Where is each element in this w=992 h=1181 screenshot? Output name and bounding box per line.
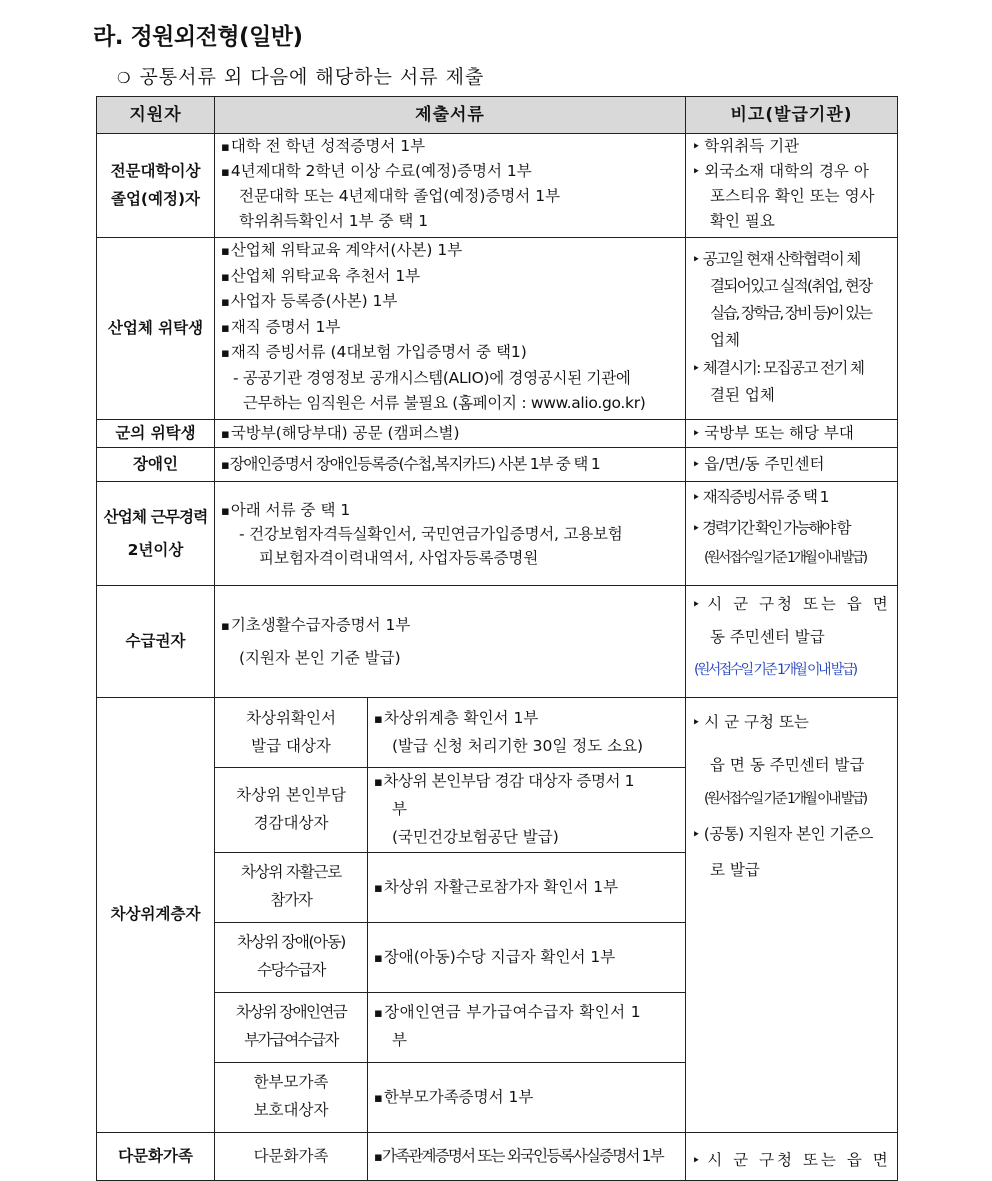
documents-table [96, 96, 898, 1181]
table-row [97, 1132, 898, 1180]
header-applicant: 지원자 [97, 97, 215, 134]
documents-cell: ▪ 한부모가족증명서 1부 [368, 1062, 686, 1132]
documents-cell: ▪ 차상위계층 확인서 1부 (발급 신청 처리기한 30일 정도 소요) [368, 698, 686, 768]
documents-cell: ▪ 장애인연금 부가급여수급자 확인서 1 부 [368, 992, 686, 1062]
applicant-cell: 군의 위탁생 [97, 420, 215, 448]
applicant-cell: 장애인 [97, 448, 215, 482]
circle-bullet-icon: ❍ [117, 69, 132, 87]
table-header-row [97, 97, 898, 134]
notes-cell: ‣ 국방부 또는 해당 부대 [686, 420, 898, 448]
applicant-cell: 산업체 근무경력 2년이상 [97, 482, 215, 586]
notes-cell: ‣ 학위취득 기관 ‣ 외국소재 대학의 경우 아 포스티유 확인 또는 영사 확인 필요 [686, 134, 898, 238]
notes-cell: ‣ 시 군 구청 또는 읍 면 동 주민센터 발급 (원서접수일 기준 1개월 이내 발급) [686, 586, 898, 698]
table-row [97, 420, 898, 448]
documents-cell: ▪ 가족관계증명서 또는 외국인등록사실증명서 1부 [368, 1132, 686, 1180]
applicant-cell: 차상위계층자 [97, 698, 215, 1133]
notes-cell: ‣ 시 군 구청 또는 읍 면 [686, 1132, 898, 1180]
subcategory-cell: 차상위 자활근로 참가자 [215, 852, 368, 922]
documents-cell: ▪ 국방부(해당부대) 공문 (캠퍼스별) [215, 420, 686, 448]
table-row [97, 134, 898, 238]
table-row [97, 482, 898, 586]
subcategory-cell: 차상위 장애(아동) 수당수급자 [215, 922, 368, 992]
subcategory-cell: 한부모가족 보호대상자 [215, 1062, 368, 1132]
documents-cell: ▪ 아래 서류 중 택 1 - 건강보험자격득실확인서, 국민연금가입증명서, 고용보험 피보험자격이력내역서, 사업자등록증명원 [215, 482, 686, 586]
table-row [97, 448, 898, 482]
table-row [97, 586, 898, 698]
subcategory-cell: 차상위 본인부담 경감대상자 [215, 768, 368, 853]
table-row [97, 238, 898, 420]
subcategory-cell: 차상위확인서 발급 대상자 [215, 698, 368, 768]
applicant-cell: 수급권자 [97, 586, 215, 698]
subcategory-cell: 차상위 장애인연금 부가급여수급자 [215, 992, 368, 1062]
applicant-cell: 전문대학이상 졸업(예정)자 [97, 134, 215, 238]
applicant-cell: 산업체 위탁생 [97, 238, 215, 420]
header-documents: 제출서류 [215, 97, 686, 134]
documents-cell: ▪ 차상위 본인부담 경감 대상자 증명서 1 부 (국민건강보험공단 발급) [368, 768, 686, 853]
notes-cell: ‣ 공고일 현재 산학협력이 체 결되어있고 실적(취업, 현장 실습, 장학금, 장비 등)이 있는 업체 ‣ 체결시기: 모집공고 전기 체 결된 업체 [686, 238, 898, 420]
section-heading: 라. 정원외전형(일반) [93, 24, 303, 50]
notes-cell: ‣ 시 군 구청 또는 읍 면 동 주민센터 발급 (원서접수일 기준 1개월 이내 발급) ‣ (공통) 지원자 본인 기준으 로 발급 [686, 698, 898, 1133]
table-row [97, 698, 898, 768]
documents-cell: ▪ 대학 전 학년 성적증명서 1부 ▪ 4년제대학 2학년 이상 수료(예정)증명서 1부 전문대학 또는 4년제대학 졸업(예정)증명서 1부 학위취득확인서 1부 중 택 1 [215, 134, 686, 238]
header-notes: 비고(발급기관) [686, 97, 898, 134]
section-subheading [117, 62, 484, 89]
subcategory-cell: 다문화가족 [215, 1132, 368, 1180]
documents-cell: ▪ 장애(아동)수당 지급자 확인서 1부 [368, 922, 686, 992]
documents-cell: ▪ 차상위 자활근로참가자 확인서 1부 [368, 852, 686, 922]
notes-cell: ‣ 읍/면/동 주민센터 [686, 448, 898, 482]
documents-cell: ▪ 기초생활수급자증명서 1부 (지원자 본인 기준 발급) [215, 586, 686, 698]
subheading-text: 공통서류 외 다음에 해당하는 서류 제출 [139, 66, 485, 88]
documents-cell: ▪ 장애인증명서 장애인등록증(수첩,복지카드) 사본 1부 중 택 1 [215, 448, 686, 482]
documents-cell: ▪ 산업체 위탁교육 계약서(사본) 1부 ▪ 산업체 위탁교육 추천서 1부 ▪ 사업자 등록증(사본) 1부 ▪ 재직 증명서 1부 ▪ 재직 증빙서류 (4대보험 가입증명서 중 택1) - 공공기관 경영정보 공개시스템(ALIO)에 경영공시된 기관에 근무하는 임직원은 서류 불필요 (홈페이지 : www.alio.go.kr) [215, 238, 686, 420]
notes-cell: ‣ 재직증빙서류 중 택 1 ‣ 경력기간 확인 가능해야 함 (원서접수일 기준 1개월 이내 발급) [686, 482, 898, 586]
applicant-cell: 다문화가족 [97, 1132, 215, 1180]
